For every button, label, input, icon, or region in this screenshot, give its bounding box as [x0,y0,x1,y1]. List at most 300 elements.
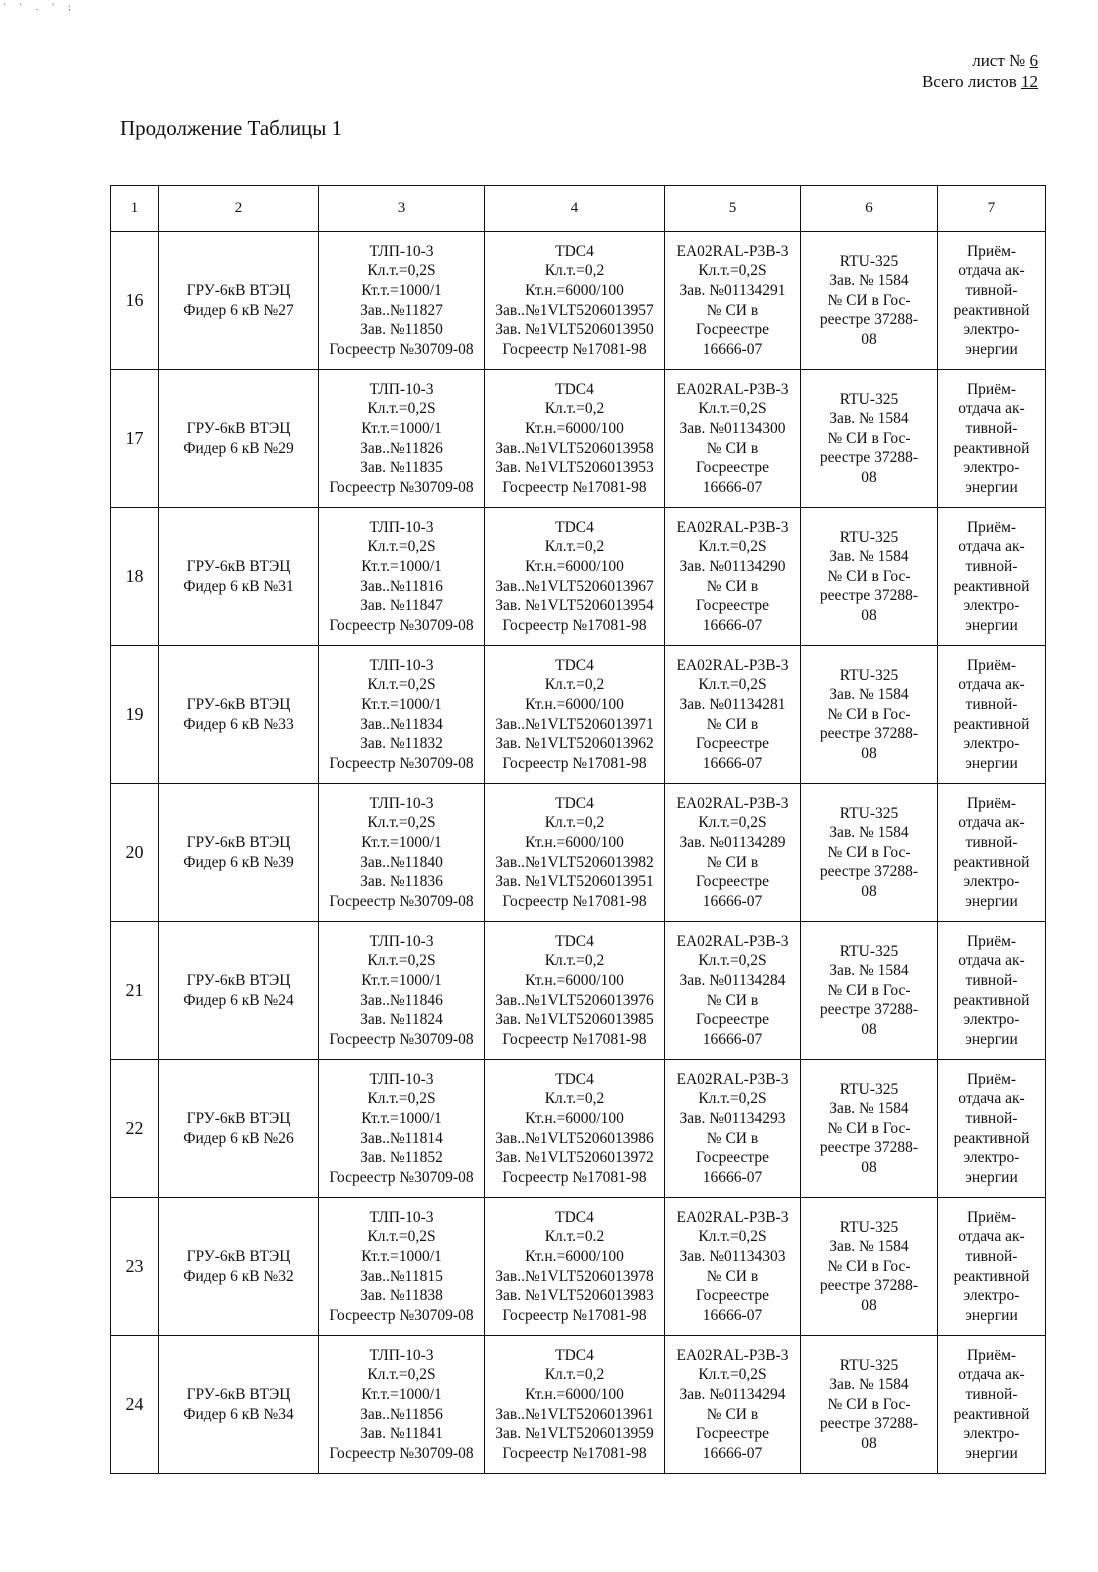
cell-line: отдача ак- [958,814,1025,832]
cell-line: Госреестр №30709-08 [329,478,474,496]
cell-line: реактивной [953,1267,1030,1285]
cell-line: Зав. №11835 [360,459,443,477]
voltage-transformer-cell [485,646,665,784]
voltage-transformer-cell [485,232,665,370]
cell-line: Кл.т.=0,2S [367,814,436,832]
uspd-cell [801,922,938,1060]
cell-line: Зав. №11838 [360,1287,443,1305]
cell-line: 16666-07 [702,340,763,358]
cell-line: ГРУ-6кВ ВТЭЦ [186,557,291,575]
cell-line: Фидер 6 кВ №32 [183,1267,294,1285]
cell-line: Зав. №11850 [360,321,443,339]
cell-line: Зав..№1VLT5206013978 [495,1267,654,1285]
uspd-cell [801,1336,938,1474]
cell-line: Зав..№11815 [360,1267,443,1285]
meter-cell [665,646,801,784]
cell-line: EA02RAL-P3B-3 [676,242,789,260]
cell-line: тивной- [965,833,1018,851]
purpose-cell [938,508,1046,646]
cell-line: Госреестр №17081-98 [502,1444,647,1462]
cell-line: Зав..№1VLT5206013961 [495,1405,654,1423]
cell-line: Кл.т.=0,2S [698,952,767,970]
total-sheets-line: Всего листов 12 [921,72,1038,91]
cell-line: отдача ак- [958,952,1025,970]
cell-line: Кт.н.=6000/100 [525,1109,624,1127]
cell-line: Зав. №01134281 [679,695,786,713]
cell-line: TDC4 [555,932,594,950]
cell-line: Кт.н.=6000/100 [525,695,624,713]
voltage-transformer-cell [485,508,665,646]
row-number-cell [111,232,159,370]
cell-line: электро- [963,873,1020,891]
cell-line: отдача ак- [958,1366,1025,1384]
cell-line: Зав..№11826 [360,439,443,457]
cell-line: Приём- [966,1208,1017,1226]
cell-line: Госреестре [696,1287,769,1305]
purpose-cell [938,232,1046,370]
cell-line: электро- [963,1011,1020,1029]
cell-line: Кл.т.=0,2S [367,400,436,418]
cell-line: Госреестр №17081-98 [502,340,647,358]
cell-line: Зав..№1VLT5206013957 [495,301,654,319]
cell-line: ГРУ-6кВ ВТЭЦ [186,281,291,299]
sheet-number-line: лист № 6 [972,51,1038,70]
cell-line: Госреестре [696,1149,769,1167]
current-transformer-cell [319,646,485,784]
row-number-cell [111,646,159,784]
total-sheets: 12 [1021,72,1038,91]
cell-line: RTU-325 [839,666,899,684]
row-number-cell [111,1336,159,1474]
cell-line: электро- [963,735,1020,753]
cell-line: Кл.т.=0,2S [367,676,436,694]
object-name-cell [159,1336,319,1474]
cell-line: № СИ в Гос- [827,981,911,999]
cell-line: TDC4 [555,1070,594,1088]
cell-line: Фидер 6 кВ №31 [183,577,294,595]
cell-line: Зав..№11814 [360,1129,443,1147]
cell-line: Зав. №1VLT5206013962 [495,735,654,753]
cell-line: Кт.т.=1000/1 [361,557,442,575]
cell-line: Зав..№11834 [360,715,443,733]
meter-cell [665,232,801,370]
cell-line: Приём- [966,794,1017,812]
cell-line: Зав. №01134291 [679,281,786,299]
cell-line: Зав. №01134284 [679,971,786,989]
cell-line: 08 [861,1434,877,1452]
cell-line: Зав. №01134300 [679,419,786,437]
cell-line: Зав. №11841 [360,1425,443,1443]
cell-line: 16666-07 [702,1306,763,1324]
cell-line: 19 [125,703,144,724]
cell-line: 22 [125,1117,144,1138]
cell-line: Зав. №01134293 [679,1109,786,1127]
uspd-cell [801,370,938,508]
cell-line: TDC4 [555,794,594,812]
cell-line: Фидер 6 кВ №24 [183,991,294,1009]
cell-line: 24 [125,1393,144,1414]
cell-line: Кл.т.=0,2S [367,1090,436,1108]
cell-line: Кт.т.=1000/1 [361,1247,442,1265]
cell-line: 08 [861,468,877,486]
cell-line: Кт.н.=6000/100 [525,281,624,299]
cell-line: Кт.н.=6000/100 [525,419,624,437]
cell-line: Кл.т.=0,2 [544,538,605,556]
cell-line: Зав..№1VLT5206013982 [495,853,654,871]
cell-line: № СИ в Гос- [827,705,911,723]
object-name-cell [159,370,319,508]
cell-line: Кт.т.=1000/1 [361,281,442,299]
object-name-cell [159,1198,319,1336]
meter-cell [665,784,801,922]
cell-line: Кл.т.=0,2 [544,952,605,970]
cell-line: Фидер 6 кВ №26 [183,1129,294,1147]
cell-line: TDC4 [555,380,594,398]
cell-line: энергии [965,1168,1018,1186]
meter-cell [665,922,801,1060]
cell-line: энергии [965,478,1018,496]
cell-line: Зав..№11840 [360,853,443,871]
object-name-cell [159,1060,319,1198]
cell-line: № СИ в [706,1129,759,1147]
cell-line: Госреестр №17081-98 [502,1306,647,1324]
uspd-cell [801,508,938,646]
current-transformer-cell [319,370,485,508]
cell-line: Приём- [966,1070,1017,1088]
cell-line: Зав..№11846 [360,991,443,1009]
cell-line: RTU-325 [839,252,899,270]
cell-line: реестре 37288- [819,1001,919,1019]
cell-line: ГРУ-6кВ ВТЭЦ [186,1247,291,1265]
cell-line: Госреестр №17081-98 [502,754,647,772]
cell-line: Кл.т.=0,2S [367,952,436,970]
cell-line: 21 [125,979,144,1000]
cell-line: Кл.т.=0,2 [544,262,605,280]
cell-line: электро- [963,1425,1020,1443]
cell-line: Кт.т.=1000/1 [361,971,442,989]
object-name-cell [159,646,319,784]
cell-line: отдача ак- [958,400,1025,418]
cell-line: электро- [963,1149,1020,1167]
cell-line: Кл.т.=0,2S [367,1366,436,1384]
cell-line: электро- [963,459,1020,477]
cell-line: энергии [965,340,1018,358]
cell-line: Зав. № 1584 [829,548,909,566]
cell-line: RTU-325 [839,942,899,960]
table-row [111,1060,1046,1198]
cell-line: Фидер 6 кВ №39 [183,853,294,871]
table-row [111,1198,1046,1336]
cell-line: тивной- [965,281,1018,299]
cell-line: TDC4 [555,242,594,260]
cell-line: Кт.н.=6000/100 [525,833,624,851]
column-header: 1 [111,186,159,232]
cell-line: Кл.т.=0,2 [544,1366,605,1384]
uspd-cell [801,1060,938,1198]
cell-line: реестре 37288- [819,863,919,881]
cell-line: тивной- [965,557,1018,575]
cell-line: Зав. № 1584 [829,1238,909,1256]
cell-line: Кл.т.=0,2S [367,1228,436,1246]
cell-line: Кл.т.=0,2 [544,400,605,418]
cell-line: отдача ак- [958,262,1025,280]
cell-line: 08 [861,1158,877,1176]
cell-line: электро- [963,321,1020,339]
cell-line: электро- [963,1287,1020,1305]
cell-line: тивной- [965,971,1018,989]
cell-line: EA02RAL-P3B-3 [676,656,789,674]
table-row [111,1336,1046,1474]
cell-line: EA02RAL-P3B-3 [676,380,789,398]
cell-line: Кт.н.=6000/100 [525,1247,624,1265]
voltage-transformer-cell [485,1060,665,1198]
current-transformer-cell [319,922,485,1060]
cell-line: Зав. №1VLT5206013985 [495,1011,654,1029]
cell-line: Фидер 6 кВ №29 [183,439,294,457]
cell-line: Госреестре [696,459,769,477]
column-header: 4 [485,186,665,232]
cell-line: Госреестр №17081-98 [502,478,647,496]
equipment-table [110,185,1046,1474]
cell-line: 08 [861,606,877,624]
cell-line: ГРУ-6кВ ВТЭЦ [186,971,291,989]
cell-line: реестре 37288- [819,449,919,467]
cell-line: EA02RAL-P3B-3 [676,1208,789,1226]
cell-line: 08 [861,1296,877,1314]
cell-line: Кл.т.=0,2S [698,262,767,280]
cell-line: Зав. №11847 [360,597,443,615]
cell-line: Зав..№11827 [360,301,443,319]
cell-line: № СИ в [706,853,759,871]
cell-line: Кт.т.=1000/1 [361,1385,442,1403]
cell-line: TDC4 [555,1346,594,1364]
cell-line: Зав..№1VLT5206013976 [495,991,654,1009]
cell-line: Кл.т.=0,2S [698,1228,767,1246]
cell-line: Зав. № 1584 [829,686,909,704]
cell-line: Кл.т.=0,2S [698,1366,767,1384]
cell-line: EA02RAL-P3B-3 [676,932,789,950]
voltage-transformer-cell [485,922,665,1060]
cell-line: реактивной [953,301,1030,319]
table-row [111,370,1046,508]
column-header: 2 [159,186,319,232]
cell-line: Кл.т.=0,2S [698,1090,767,1108]
cell-line: Госреестр №30709-08 [329,1306,474,1324]
cell-line: реактивной [953,1405,1030,1423]
cell-line: № СИ в Гос- [827,1395,911,1413]
purpose-cell [938,646,1046,784]
cell-line: энергии [965,892,1018,910]
object-name-cell [159,784,319,922]
cell-line: Зав. №1VLT5206013950 [495,321,654,339]
cell-line: ТЛП-10-3 [369,932,434,950]
cell-line: ГРУ-6кВ ВТЭЦ [186,1109,291,1127]
cell-line: Зав. № 1584 [829,1376,909,1394]
cell-line: Госреестре [696,321,769,339]
cell-line: реактивной [953,577,1030,595]
cell-line: 16666-07 [702,754,763,772]
current-transformer-cell [319,1060,485,1198]
cell-line: Зав. №11824 [360,1011,443,1029]
cell-line: тивной- [965,1247,1018,1265]
cell-line: TDC4 [555,518,594,536]
voltage-transformer-cell [485,370,665,508]
cell-line: Зав. №1VLT5206013951 [495,873,654,891]
cell-line: тивной- [965,1385,1018,1403]
purpose-cell [938,370,1046,508]
cell-line: реактивной [953,853,1030,871]
cell-line: Приём- [966,380,1017,398]
cell-line: № СИ в Гос- [827,843,911,861]
cell-line: ГРУ-6кВ ВТЭЦ [186,419,291,437]
cell-line: 16666-07 [702,1168,763,1186]
cell-line: RTU-325 [839,1218,899,1236]
cell-line: Зав. № 1584 [829,824,909,842]
row-number-cell [111,784,159,922]
cell-line: RTU-325 [839,1080,899,1098]
cell-line: Госреестре [696,597,769,615]
uspd-cell [801,232,938,370]
cell-line: реестре 37288- [819,1277,919,1295]
cell-line: Зав. №1VLT5206013972 [495,1149,654,1167]
cell-line: Зав. № 1584 [829,410,909,428]
cell-line: Госреестр №30709-08 [329,754,474,772]
cell-line: Госреестр №30709-08 [329,1030,474,1048]
cell-line: Фидер 6 кВ №33 [183,715,294,733]
cell-line: энергии [965,616,1018,634]
cell-line: ГРУ-6кВ ВТЭЦ [186,695,291,713]
cell-line: 08 [861,330,877,348]
purpose-cell [938,784,1046,922]
row-number-cell [111,508,159,646]
cell-line: Зав..№1VLT5206013967 [495,577,654,595]
cell-line: Зав. №1VLT5206013983 [495,1287,654,1305]
voltage-transformer-cell [485,1336,665,1474]
table-header-row [111,186,1046,232]
cell-line: Госреестре [696,873,769,891]
cell-line: Кл.т.=0,2 [544,676,605,694]
cell-line: реактивной [953,1129,1030,1147]
cell-line: Приём- [966,932,1017,950]
cell-line: № СИ в [706,577,759,595]
cell-line: EA02RAL-P3B-3 [676,1346,789,1364]
cell-line: TDC4 [555,656,594,674]
meter-cell [665,508,801,646]
cell-line: 16666-07 [702,1444,763,1462]
table-title: Продолжение Таблицы 1 [120,116,343,140]
cell-line: Зав. №1VLT5206013953 [495,459,654,477]
cell-line: отдача ак- [958,538,1025,556]
cell-line: ТЛП-10-3 [369,380,434,398]
cell-line: 18 [125,565,144,586]
cell-line: Кт.н.=6000/100 [525,1385,624,1403]
cell-line: 08 [861,882,877,900]
cell-line: 16666-07 [702,1030,763,1048]
uspd-cell [801,1198,938,1336]
cell-line: Госреестр №17081-98 [502,1030,647,1048]
cell-line: тивной- [965,1109,1018,1127]
table-row [111,922,1046,1060]
cell-line: отдача ак- [958,1090,1025,1108]
current-transformer-cell [319,784,485,922]
cell-line: Госреестре [696,1011,769,1029]
cell-line: Госреестр №30709-08 [329,1444,474,1462]
cell-line: Зав..№1VLT5206013958 [495,439,654,457]
current-transformer-cell [319,508,485,646]
cell-line: Зав. № 1584 [829,1100,909,1118]
cell-line: электро- [963,597,1020,615]
cell-line: ТЛП-10-3 [369,518,434,536]
cell-line: тивной- [965,695,1018,713]
cell-line: Кл.т.=0,2S [698,400,767,418]
cell-line: Зав. №1VLT5206013954 [495,597,654,615]
cell-line: Зав. №01134289 [679,833,786,851]
cell-line: RTU-325 [839,390,899,408]
cell-line: Зав. №01134303 [679,1247,786,1265]
cell-line: Кл.т.=0,2 [544,1090,605,1108]
cell-line: Зав. №1VLT5206013959 [495,1425,654,1443]
cell-line: EA02RAL-P3B-3 [676,794,789,812]
cell-line: 08 [861,744,877,762]
cell-line: Кт.н.=6000/100 [525,557,624,575]
voltage-transformer-cell [485,784,665,922]
cell-line: Кл.т.=0,2S [367,262,436,280]
cell-line: Кт.н.=6000/100 [525,971,624,989]
cell-line: № СИ в [706,991,759,1009]
row-number-cell [111,370,159,508]
column-header: 6 [801,186,938,232]
cell-line: ТЛП-10-3 [369,1346,434,1364]
cell-line: Госреестр №17081-98 [502,892,647,910]
cell-line: EA02RAL-P3B-3 [676,518,789,536]
cell-line: Зав..№11816 [360,577,443,595]
cell-line: № СИ в Гос- [827,291,911,309]
cell-line: ТЛП-10-3 [369,1208,434,1226]
cell-line: реестре 37288- [819,587,919,605]
cell-line: RTU-325 [839,804,899,822]
cell-line: № СИ в [706,1405,759,1423]
scan-specks: ' ' . ' ; [4,2,77,12]
cell-line: Госреестр №30709-08 [329,892,474,910]
cell-line: энергии [965,1030,1018,1048]
cell-line: энергии [965,1444,1018,1462]
cell-line: Госреестр №17081-98 [502,616,647,634]
voltage-transformer-cell [485,1198,665,1336]
cell-line: ТЛП-10-3 [369,794,434,812]
table-row [111,784,1046,922]
cell-line: Зав. №11852 [360,1149,443,1167]
cell-line: RTU-325 [839,1356,899,1374]
cell-line: ГРУ-6кВ ВТЭЦ [186,833,291,851]
cell-line: Госреестре [696,735,769,753]
cell-line: Фидер 6 кВ №34 [183,1405,294,1423]
purpose-cell [938,1336,1046,1474]
cell-line: Кл.т.=0,2S [367,538,436,556]
cell-line: Кт.т.=1000/1 [361,695,442,713]
cell-line: реактивной [953,439,1030,457]
purpose-cell [938,1198,1046,1336]
cell-line: Госреестр №17081-98 [502,1168,647,1186]
cell-line: Госреестр №30709-08 [329,340,474,358]
cell-line: Зав. №01134290 [679,557,786,575]
cell-line: № СИ в [706,1267,759,1285]
meter-cell [665,1060,801,1198]
cell-line: реестре 37288- [819,311,919,329]
cell-line: ГРУ-6кВ ВТЭЦ [186,1385,291,1403]
cell-line: EA02RAL-P3B-3 [676,1070,789,1088]
current-transformer-cell [319,1336,485,1474]
cell-line: Зав. №11836 [360,873,443,891]
